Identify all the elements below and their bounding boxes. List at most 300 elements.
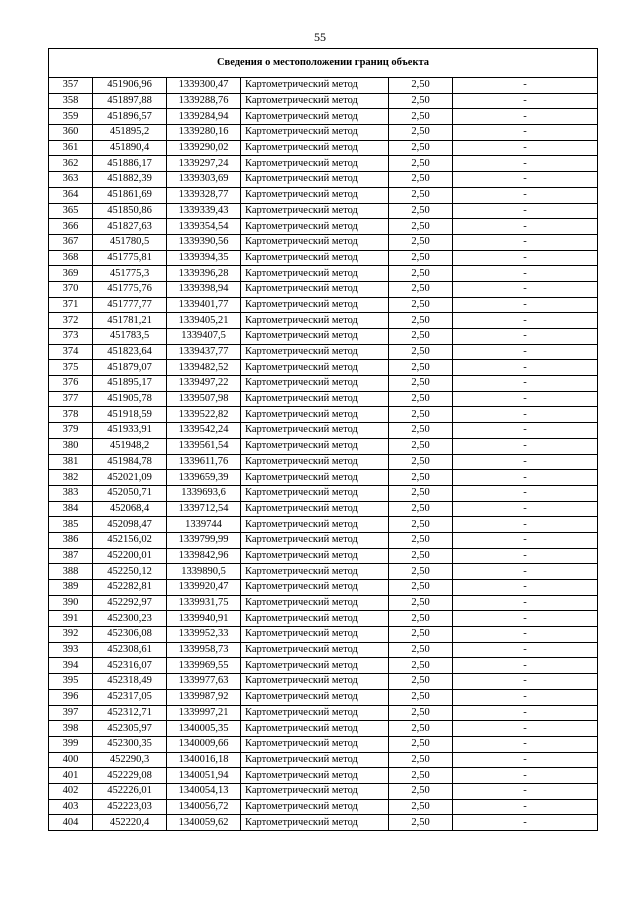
description-cell: - bbox=[453, 329, 598, 345]
method-cell: Картометрический метод bbox=[241, 93, 389, 109]
accuracy-cell: 2,50 bbox=[389, 78, 453, 94]
table-row bbox=[49, 705, 598, 721]
point-number-cell: 393 bbox=[49, 642, 93, 658]
description-cell: - bbox=[453, 234, 598, 250]
description-cell: - bbox=[453, 140, 598, 156]
x-coordinate-cell: 452229,08 bbox=[93, 768, 167, 784]
method-cell: Картометрический метод bbox=[241, 407, 389, 423]
description-cell: - bbox=[453, 548, 598, 564]
description-cell: - bbox=[453, 752, 598, 768]
description-cell: - bbox=[453, 642, 598, 658]
x-coordinate-cell: 452300,35 bbox=[93, 736, 167, 752]
accuracy-cell: 2,50 bbox=[389, 532, 453, 548]
y-coordinate-cell: 1339507,98 bbox=[167, 391, 241, 407]
y-coordinate-cell: 1340051,94 bbox=[167, 768, 241, 784]
description-cell: - bbox=[453, 564, 598, 580]
description-cell: - bbox=[453, 783, 598, 799]
point-number-cell: 357 bbox=[49, 78, 93, 94]
table-row bbox=[49, 548, 598, 564]
x-coordinate-cell: 451886,17 bbox=[93, 156, 167, 172]
method-cell: Картометрический метод bbox=[241, 454, 389, 470]
method-cell: Картометрический метод bbox=[241, 470, 389, 486]
point-number-cell: 364 bbox=[49, 187, 93, 203]
description-cell: - bbox=[453, 172, 598, 188]
description-cell: - bbox=[453, 721, 598, 737]
y-coordinate-cell: 1340056,72 bbox=[167, 799, 241, 815]
method-cell: Картометрический метод bbox=[241, 532, 389, 548]
table-row bbox=[49, 783, 598, 799]
method-cell: Картометрический метод bbox=[241, 705, 389, 721]
table-row bbox=[49, 595, 598, 611]
method-cell: Картометрический метод bbox=[241, 627, 389, 643]
y-coordinate-cell: 1339659,39 bbox=[167, 470, 241, 486]
x-coordinate-cell: 451783,5 bbox=[93, 329, 167, 345]
accuracy-cell: 2,50 bbox=[389, 721, 453, 737]
table-header-row bbox=[49, 49, 598, 78]
y-coordinate-cell: 1340016,18 bbox=[167, 752, 241, 768]
accuracy-cell: 2,50 bbox=[389, 517, 453, 533]
accuracy-cell: 2,50 bbox=[389, 297, 453, 313]
point-number-cell: 399 bbox=[49, 736, 93, 752]
method-cell: Картометрический метод bbox=[241, 485, 389, 501]
point-number-cell: 390 bbox=[49, 595, 93, 611]
table-row bbox=[49, 689, 598, 705]
x-coordinate-cell: 452156,02 bbox=[93, 532, 167, 548]
table-row bbox=[49, 454, 598, 470]
x-coordinate-cell: 452316,07 bbox=[93, 658, 167, 674]
description-cell: - bbox=[453, 799, 598, 815]
y-coordinate-cell: 1339401,77 bbox=[167, 297, 241, 313]
y-coordinate-cell: 1339280,16 bbox=[167, 125, 241, 141]
table-row bbox=[49, 329, 598, 345]
y-coordinate-cell: 1339405,21 bbox=[167, 313, 241, 329]
point-number-cell: 376 bbox=[49, 376, 93, 392]
accuracy-cell: 2,50 bbox=[389, 156, 453, 172]
accuracy-cell: 2,50 bbox=[389, 595, 453, 611]
method-cell: Картометрический метод bbox=[241, 548, 389, 564]
y-coordinate-cell: 1339561,54 bbox=[167, 438, 241, 454]
x-coordinate-cell: 452317,05 bbox=[93, 689, 167, 705]
accuracy-cell: 2,50 bbox=[389, 172, 453, 188]
method-cell: Картометрический метод bbox=[241, 783, 389, 799]
accuracy-cell: 2,50 bbox=[389, 438, 453, 454]
table-row bbox=[49, 203, 598, 219]
y-coordinate-cell: 1339940,91 bbox=[167, 611, 241, 627]
x-coordinate-cell: 452305,97 bbox=[93, 721, 167, 737]
method-cell: Картометрический метод bbox=[241, 799, 389, 815]
y-coordinate-cell: 1339437,77 bbox=[167, 344, 241, 360]
y-coordinate-cell: 1339354,54 bbox=[167, 219, 241, 235]
point-number-cell: 371 bbox=[49, 297, 93, 313]
method-cell: Картометрический метод bbox=[241, 736, 389, 752]
x-coordinate-cell: 451775,3 bbox=[93, 266, 167, 282]
description-cell: - bbox=[453, 156, 598, 172]
x-coordinate-cell: 451897,88 bbox=[93, 93, 167, 109]
description-cell: - bbox=[453, 517, 598, 533]
y-coordinate-cell: 1339300,47 bbox=[167, 78, 241, 94]
x-coordinate-cell: 451895,2 bbox=[93, 125, 167, 141]
y-coordinate-cell: 1339407,5 bbox=[167, 329, 241, 345]
accuracy-cell: 2,50 bbox=[389, 470, 453, 486]
point-number-cell: 367 bbox=[49, 234, 93, 250]
method-cell: Картометрический метод bbox=[241, 721, 389, 737]
method-cell: Картометрический метод bbox=[241, 674, 389, 690]
point-number-cell: 394 bbox=[49, 658, 93, 674]
table-row bbox=[49, 517, 598, 533]
y-coordinate-cell: 1339931,75 bbox=[167, 595, 241, 611]
point-number-cell: 377 bbox=[49, 391, 93, 407]
x-coordinate-cell: 452312,71 bbox=[93, 705, 167, 721]
method-cell: Картометрический метод bbox=[241, 815, 389, 831]
point-number-cell: 380 bbox=[49, 438, 93, 454]
x-coordinate-cell: 451895,17 bbox=[93, 376, 167, 392]
y-coordinate-cell: 1339297,24 bbox=[167, 156, 241, 172]
point-number-cell: 368 bbox=[49, 250, 93, 266]
table-row bbox=[49, 564, 598, 580]
point-number-cell: 397 bbox=[49, 705, 93, 721]
method-cell: Картометрический метод bbox=[241, 78, 389, 94]
table-row bbox=[49, 532, 598, 548]
point-number-cell: 384 bbox=[49, 501, 93, 517]
table-row bbox=[49, 297, 598, 313]
accuracy-cell: 2,50 bbox=[389, 313, 453, 329]
y-coordinate-cell: 1340009,66 bbox=[167, 736, 241, 752]
table-row bbox=[49, 219, 598, 235]
accuracy-cell: 2,50 bbox=[389, 658, 453, 674]
description-cell: - bbox=[453, 250, 598, 266]
method-cell: Картометрический метод bbox=[241, 438, 389, 454]
x-coordinate-cell: 451861,69 bbox=[93, 187, 167, 203]
point-number-cell: 402 bbox=[49, 783, 93, 799]
point-number-cell: 403 bbox=[49, 799, 93, 815]
accuracy-cell: 2,50 bbox=[389, 203, 453, 219]
accuracy-cell: 2,50 bbox=[389, 611, 453, 627]
description-cell: - bbox=[453, 281, 598, 297]
method-cell: Картометрический метод bbox=[241, 250, 389, 266]
x-coordinate-cell: 451777,77 bbox=[93, 297, 167, 313]
method-cell: Картометрический метод bbox=[241, 125, 389, 141]
point-number-cell: 360 bbox=[49, 125, 93, 141]
description-cell: - bbox=[453, 627, 598, 643]
method-cell: Картометрический метод bbox=[241, 172, 389, 188]
method-cell: Картометрический метод bbox=[241, 658, 389, 674]
point-number-cell: 365 bbox=[49, 203, 93, 219]
x-coordinate-cell: 451933,91 bbox=[93, 423, 167, 439]
method-cell: Картометрический метод bbox=[241, 297, 389, 313]
x-coordinate-cell: 452306,08 bbox=[93, 627, 167, 643]
description-cell: - bbox=[453, 689, 598, 705]
point-number-cell: 392 bbox=[49, 627, 93, 643]
description-cell: - bbox=[453, 438, 598, 454]
accuracy-cell: 2,50 bbox=[389, 485, 453, 501]
method-cell: Картометрический метод bbox=[241, 344, 389, 360]
y-coordinate-cell: 1339693,6 bbox=[167, 485, 241, 501]
point-number-cell: 379 bbox=[49, 423, 93, 439]
x-coordinate-cell: 451879,07 bbox=[93, 360, 167, 376]
accuracy-cell: 2,50 bbox=[389, 281, 453, 297]
accuracy-cell: 2,50 bbox=[389, 187, 453, 203]
table-row bbox=[49, 266, 598, 282]
y-coordinate-cell: 1339390,56 bbox=[167, 234, 241, 250]
description-cell: - bbox=[453, 391, 598, 407]
y-coordinate-cell: 1339482,52 bbox=[167, 360, 241, 376]
accuracy-cell: 2,50 bbox=[389, 266, 453, 282]
y-coordinate-cell: 1339303,69 bbox=[167, 172, 241, 188]
table-row bbox=[49, 470, 598, 486]
accuracy-cell: 2,50 bbox=[389, 329, 453, 345]
y-coordinate-cell: 1339542,24 bbox=[167, 423, 241, 439]
y-coordinate-cell: 1339328,77 bbox=[167, 187, 241, 203]
accuracy-cell: 2,50 bbox=[389, 234, 453, 250]
x-coordinate-cell: 452098,47 bbox=[93, 517, 167, 533]
description-cell: - bbox=[453, 674, 598, 690]
point-number-cell: 386 bbox=[49, 532, 93, 548]
x-coordinate-cell: 452290,3 bbox=[93, 752, 167, 768]
method-cell: Картометрический метод bbox=[241, 580, 389, 596]
table-row bbox=[49, 658, 598, 674]
point-number-cell: 378 bbox=[49, 407, 93, 423]
y-coordinate-cell: 1339997,21 bbox=[167, 705, 241, 721]
point-number-cell: 372 bbox=[49, 313, 93, 329]
table-row bbox=[49, 93, 598, 109]
table-row bbox=[49, 109, 598, 125]
y-coordinate-cell: 1339611,76 bbox=[167, 454, 241, 470]
x-coordinate-cell: 452021,09 bbox=[93, 470, 167, 486]
table-header: Сведения о местоположении границ объекта bbox=[49, 49, 598, 78]
table-row bbox=[49, 580, 598, 596]
accuracy-cell: 2,50 bbox=[389, 501, 453, 517]
method-cell: Картометрический метод bbox=[241, 156, 389, 172]
table-row bbox=[49, 485, 598, 501]
description-cell: - bbox=[453, 470, 598, 486]
point-number-cell: 370 bbox=[49, 281, 93, 297]
table-row bbox=[49, 799, 598, 815]
x-coordinate-cell: 451905,78 bbox=[93, 391, 167, 407]
y-coordinate-cell: 1339977,63 bbox=[167, 674, 241, 690]
table-row bbox=[49, 78, 598, 94]
point-number-cell: 396 bbox=[49, 689, 93, 705]
accuracy-cell: 2,50 bbox=[389, 580, 453, 596]
y-coordinate-cell: 1339712,54 bbox=[167, 501, 241, 517]
accuracy-cell: 2,50 bbox=[389, 627, 453, 643]
point-number-cell: 401 bbox=[49, 768, 93, 784]
method-cell: Картометрический метод bbox=[241, 187, 389, 203]
table-row bbox=[49, 376, 598, 392]
table-row bbox=[49, 407, 598, 423]
accuracy-cell: 2,50 bbox=[389, 564, 453, 580]
accuracy-cell: 2,50 bbox=[389, 783, 453, 799]
y-coordinate-cell: 1339398,94 bbox=[167, 281, 241, 297]
description-cell: - bbox=[453, 203, 598, 219]
accuracy-cell: 2,50 bbox=[389, 736, 453, 752]
y-coordinate-cell: 1339290,02 bbox=[167, 140, 241, 156]
description-cell: - bbox=[453, 454, 598, 470]
accuracy-cell: 2,50 bbox=[389, 391, 453, 407]
y-coordinate-cell: 1339952,33 bbox=[167, 627, 241, 643]
x-coordinate-cell: 451823,64 bbox=[93, 344, 167, 360]
method-cell: Картометрический метод bbox=[241, 219, 389, 235]
x-coordinate-cell: 451882,39 bbox=[93, 172, 167, 188]
accuracy-cell: 2,50 bbox=[389, 344, 453, 360]
point-number-cell: 398 bbox=[49, 721, 93, 737]
y-coordinate-cell: 1339958,73 bbox=[167, 642, 241, 658]
y-coordinate-cell: 1340005,35 bbox=[167, 721, 241, 737]
accuracy-cell: 2,50 bbox=[389, 423, 453, 439]
y-coordinate-cell: 1339339,43 bbox=[167, 203, 241, 219]
x-coordinate-cell: 451775,76 bbox=[93, 281, 167, 297]
method-cell: Картометрический метод bbox=[241, 595, 389, 611]
description-cell: - bbox=[453, 595, 598, 611]
x-coordinate-cell: 452282,81 bbox=[93, 580, 167, 596]
description-cell: - bbox=[453, 187, 598, 203]
method-cell: Картометрический метод bbox=[241, 642, 389, 658]
y-coordinate-cell: 1339842,96 bbox=[167, 548, 241, 564]
table-row bbox=[49, 250, 598, 266]
accuracy-cell: 2,50 bbox=[389, 250, 453, 266]
table-row bbox=[49, 721, 598, 737]
x-coordinate-cell: 452318,49 bbox=[93, 674, 167, 690]
table-row bbox=[49, 172, 598, 188]
description-cell: - bbox=[453, 93, 598, 109]
y-coordinate-cell: 1339987,92 bbox=[167, 689, 241, 705]
x-coordinate-cell: 451918,59 bbox=[93, 407, 167, 423]
description-cell: - bbox=[453, 266, 598, 282]
y-coordinate-cell: 1339522,82 bbox=[167, 407, 241, 423]
table-row bbox=[49, 313, 598, 329]
point-number-cell: 362 bbox=[49, 156, 93, 172]
method-cell: Картометрический метод bbox=[241, 109, 389, 125]
y-coordinate-cell: 1339288,76 bbox=[167, 93, 241, 109]
method-cell: Картометрический метод bbox=[241, 360, 389, 376]
y-coordinate-cell: 1339744 bbox=[167, 517, 241, 533]
x-coordinate-cell: 452226,01 bbox=[93, 783, 167, 799]
table-row bbox=[49, 642, 598, 658]
description-cell: - bbox=[453, 125, 598, 141]
point-number-cell: 383 bbox=[49, 485, 93, 501]
point-number-cell: 366 bbox=[49, 219, 93, 235]
accuracy-cell: 2,50 bbox=[389, 705, 453, 721]
accuracy-cell: 2,50 bbox=[389, 125, 453, 141]
table-row bbox=[49, 281, 598, 297]
description-cell: - bbox=[453, 532, 598, 548]
table-row bbox=[49, 736, 598, 752]
x-coordinate-cell: 451896,57 bbox=[93, 109, 167, 125]
accuracy-cell: 2,50 bbox=[389, 815, 453, 831]
description-cell: - bbox=[453, 768, 598, 784]
description-cell: - bbox=[453, 344, 598, 360]
method-cell: Картометрический метод bbox=[241, 391, 389, 407]
accuracy-cell: 2,50 bbox=[389, 140, 453, 156]
table-row bbox=[49, 768, 598, 784]
description-cell: - bbox=[453, 658, 598, 674]
point-number-cell: 375 bbox=[49, 360, 93, 376]
accuracy-cell: 2,50 bbox=[389, 109, 453, 125]
point-number-cell: 387 bbox=[49, 548, 93, 564]
point-number-cell: 361 bbox=[49, 140, 93, 156]
point-number-cell: 369 bbox=[49, 266, 93, 282]
accuracy-cell: 2,50 bbox=[389, 642, 453, 658]
y-coordinate-cell: 1339799,99 bbox=[167, 532, 241, 548]
point-number-cell: 395 bbox=[49, 674, 93, 690]
table-row bbox=[49, 360, 598, 376]
accuracy-cell: 2,50 bbox=[389, 752, 453, 768]
point-number-cell: 373 bbox=[49, 329, 93, 345]
method-cell: Картометрический метод bbox=[241, 752, 389, 768]
description-cell: - bbox=[453, 736, 598, 752]
y-coordinate-cell: 1339969,55 bbox=[167, 658, 241, 674]
description-cell: - bbox=[453, 407, 598, 423]
x-coordinate-cell: 451906,96 bbox=[93, 78, 167, 94]
method-cell: Картометрический метод bbox=[241, 329, 389, 345]
point-number-cell: 388 bbox=[49, 564, 93, 580]
method-cell: Картометрический метод bbox=[241, 313, 389, 329]
accuracy-cell: 2,50 bbox=[389, 674, 453, 690]
accuracy-cell: 2,50 bbox=[389, 376, 453, 392]
description-cell: - bbox=[453, 360, 598, 376]
point-number-cell: 400 bbox=[49, 752, 93, 768]
y-coordinate-cell: 1339396,28 bbox=[167, 266, 241, 282]
x-coordinate-cell: 451780,5 bbox=[93, 234, 167, 250]
accuracy-cell: 2,50 bbox=[389, 454, 453, 470]
description-cell: - bbox=[453, 313, 598, 329]
point-number-cell: 363 bbox=[49, 172, 93, 188]
description-cell: - bbox=[453, 501, 598, 517]
accuracy-cell: 2,50 bbox=[389, 93, 453, 109]
table-row bbox=[49, 815, 598, 831]
point-number-cell: 389 bbox=[49, 580, 93, 596]
accuracy-cell: 2,50 bbox=[389, 360, 453, 376]
description-cell: - bbox=[453, 423, 598, 439]
description-cell: - bbox=[453, 109, 598, 125]
description-cell: - bbox=[453, 485, 598, 501]
method-cell: Картометрический метод bbox=[241, 234, 389, 250]
point-number-cell: 359 bbox=[49, 109, 93, 125]
accuracy-cell: 2,50 bbox=[389, 407, 453, 423]
accuracy-cell: 2,50 bbox=[389, 799, 453, 815]
accuracy-cell: 2,50 bbox=[389, 689, 453, 705]
table-row bbox=[49, 423, 598, 439]
description-cell: - bbox=[453, 219, 598, 235]
method-cell: Картометрический метод bbox=[241, 140, 389, 156]
y-coordinate-cell: 1339284,94 bbox=[167, 109, 241, 125]
boundary-table bbox=[48, 48, 598, 831]
x-coordinate-cell: 452308,61 bbox=[93, 642, 167, 658]
x-coordinate-cell: 452220,4 bbox=[93, 815, 167, 831]
y-coordinate-cell: 1339497,22 bbox=[167, 376, 241, 392]
point-number-cell: 391 bbox=[49, 611, 93, 627]
method-cell: Картометрический метод bbox=[241, 517, 389, 533]
x-coordinate-cell: 452050,71 bbox=[93, 485, 167, 501]
x-coordinate-cell: 452300,23 bbox=[93, 611, 167, 627]
accuracy-cell: 2,50 bbox=[389, 219, 453, 235]
page-number: 55 bbox=[314, 30, 326, 44]
description-cell: - bbox=[453, 580, 598, 596]
y-coordinate-cell: 1340059,62 bbox=[167, 815, 241, 831]
table-row bbox=[49, 674, 598, 690]
accuracy-cell: 2,50 bbox=[389, 768, 453, 784]
table-row bbox=[49, 125, 598, 141]
description-cell: - bbox=[453, 297, 598, 313]
table-row bbox=[49, 187, 598, 203]
table-row bbox=[49, 234, 598, 250]
point-number-cell: 404 bbox=[49, 815, 93, 831]
table-row bbox=[49, 140, 598, 156]
method-cell: Картометрический метод bbox=[241, 611, 389, 627]
x-coordinate-cell: 451890,4 bbox=[93, 140, 167, 156]
point-number-cell: 385 bbox=[49, 517, 93, 533]
y-coordinate-cell: 1340054,13 bbox=[167, 783, 241, 799]
y-coordinate-cell: 1339890,5 bbox=[167, 564, 241, 580]
